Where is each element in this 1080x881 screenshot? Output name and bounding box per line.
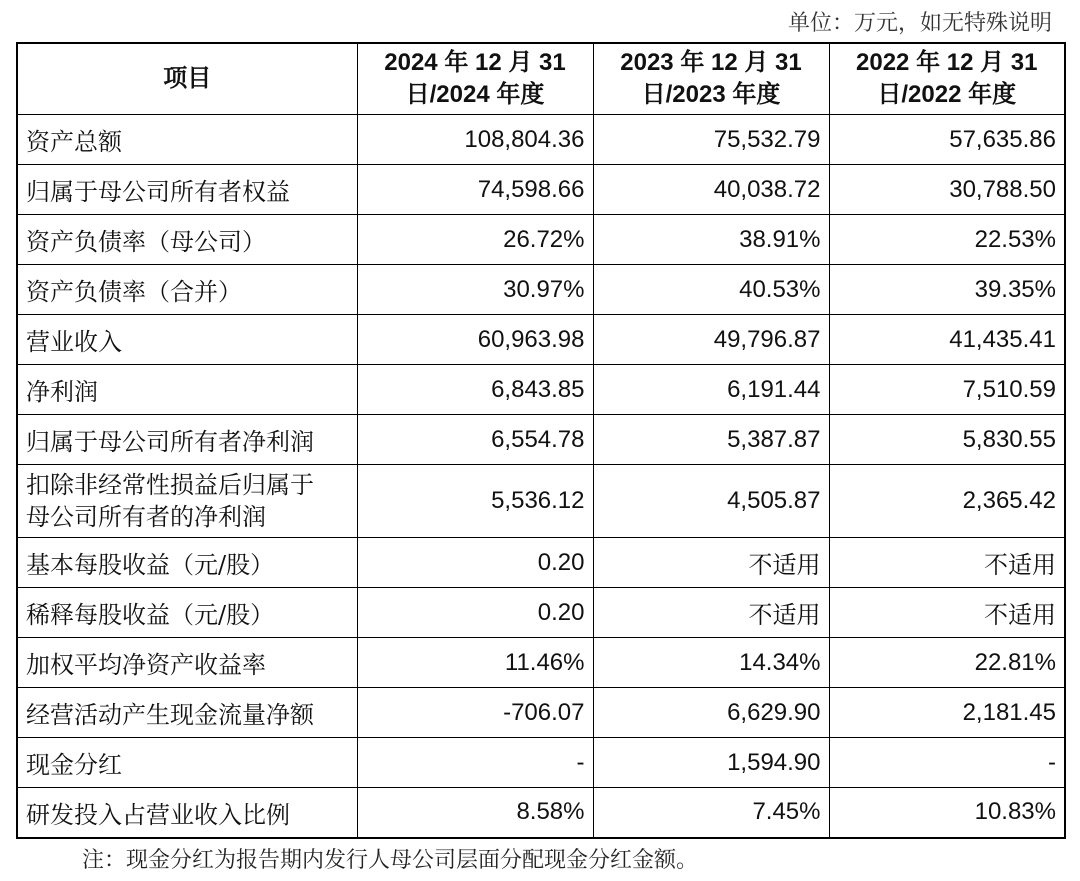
cell-2022: 5,830.55 bbox=[829, 415, 1065, 465]
cell-2024: 108,804.36 bbox=[357, 115, 593, 165]
cell-2023: 4,505.87 bbox=[593, 465, 829, 538]
row-label: 现金分红 bbox=[17, 738, 357, 788]
row-label: 稀释每股收益（元/股） bbox=[17, 588, 357, 638]
footnote: 注：现金分红为报告期内发行人母公司层面分配现金分红金额。 bbox=[82, 848, 699, 873]
cell-2022: 不适用 bbox=[829, 538, 1065, 588]
cell-2022: 2,181.45 bbox=[829, 688, 1065, 738]
cell-2024: 30.97% bbox=[357, 265, 593, 315]
row-label: 基本每股收益（元/股） bbox=[17, 538, 357, 588]
cell-2022: - bbox=[829, 738, 1065, 788]
cell-2022: 41,435.41 bbox=[829, 315, 1065, 365]
table-row bbox=[17, 588, 1065, 638]
cell-2024: 0.20 bbox=[357, 588, 593, 638]
cell-2024: 8.58% bbox=[357, 788, 593, 838]
row-label: 资产负债率（合并） bbox=[17, 265, 357, 315]
cell-2024: -706.07 bbox=[357, 688, 593, 738]
cell-2022: 30,788.50 bbox=[829, 165, 1065, 215]
row-label: 归属于母公司所有者净利润 bbox=[17, 415, 357, 465]
cell-2023: 40,038.72 bbox=[593, 165, 829, 215]
row-label: 营业收入 bbox=[17, 315, 357, 365]
row-label: 归属于母公司所有者权益 bbox=[17, 165, 357, 215]
cell-2022: 7,510.59 bbox=[829, 365, 1065, 415]
table-row bbox=[17, 265, 1065, 315]
cell-2023: 1,594.90 bbox=[593, 738, 829, 788]
cell-2023: 6,629.90 bbox=[593, 688, 829, 738]
cell-2023: 75,532.79 bbox=[593, 115, 829, 165]
cell-2024: 0.20 bbox=[357, 538, 593, 588]
cell-2022: 39.35% bbox=[829, 265, 1065, 315]
table-row bbox=[17, 315, 1065, 365]
cell-2024: 6,843.85 bbox=[357, 365, 593, 415]
row-label: 资产负债率（母公司） bbox=[17, 215, 357, 265]
cell-2023: 5,387.87 bbox=[593, 415, 829, 465]
row-label: 净利润 bbox=[17, 365, 357, 415]
cell-2024: 26.72% bbox=[357, 215, 593, 265]
header-item: 项目 bbox=[17, 43, 357, 115]
header-2022: 2022 年 12 月 31 日/2022 年度 bbox=[829, 43, 1065, 115]
cell-2022: 不适用 bbox=[829, 588, 1065, 638]
table-row bbox=[17, 115, 1065, 165]
cell-2023: 不适用 bbox=[593, 588, 829, 638]
cell-2023: 7.45% bbox=[593, 788, 829, 838]
table-row bbox=[17, 215, 1065, 265]
cell-2023: 14.34% bbox=[593, 638, 829, 688]
cell-2024: 60,963.98 bbox=[357, 315, 593, 365]
cell-2023: 不适用 bbox=[593, 538, 829, 588]
row-label: 经营活动产生现金流量净额 bbox=[17, 688, 357, 738]
cell-2024: - bbox=[357, 738, 593, 788]
cell-2022: 22.81% bbox=[829, 638, 1065, 688]
financial-summary-table bbox=[16, 42, 1066, 839]
cell-2022: 22.53% bbox=[829, 215, 1065, 265]
unit-note: 单位：万元，如无特殊说明 bbox=[787, 11, 1052, 36]
cell-2023: 49,796.87 bbox=[593, 315, 829, 365]
table-row bbox=[17, 165, 1065, 215]
cell-2022: 10.83% bbox=[829, 788, 1065, 838]
table-row bbox=[17, 365, 1065, 415]
cell-2023: 38.91% bbox=[593, 215, 829, 265]
cell-2023: 6,191.44 bbox=[593, 365, 829, 415]
cell-2022: 2,365.42 bbox=[829, 465, 1065, 538]
table-row bbox=[17, 738, 1065, 788]
table-header-row bbox=[17, 43, 1065, 115]
cell-2022: 57,635.86 bbox=[829, 115, 1065, 165]
table-row bbox=[17, 465, 1065, 538]
cell-2024: 5,536.12 bbox=[357, 465, 593, 538]
header-2023: 2023 年 12 月 31 日/2023 年度 bbox=[593, 43, 829, 115]
table-row bbox=[17, 788, 1065, 838]
table-row bbox=[17, 415, 1065, 465]
table-row bbox=[17, 688, 1065, 738]
cell-2024: 74,598.66 bbox=[357, 165, 593, 215]
cell-2023: 40.53% bbox=[593, 265, 829, 315]
cell-2024: 6,554.78 bbox=[357, 415, 593, 465]
table-row bbox=[17, 538, 1065, 588]
row-label: 加权平均净资产收益率 bbox=[17, 638, 357, 688]
row-label: 资产总额 bbox=[17, 115, 357, 165]
row-label: 研发投入占营业收入比例 bbox=[17, 788, 357, 838]
header-2024: 2024 年 12 月 31 日/2024 年度 bbox=[357, 43, 593, 115]
row-label: 扣除非经常性损益后归属于 母公司所有者的净利润 bbox=[17, 465, 357, 538]
table-row bbox=[17, 638, 1065, 688]
cell-2024: 11.46% bbox=[357, 638, 593, 688]
